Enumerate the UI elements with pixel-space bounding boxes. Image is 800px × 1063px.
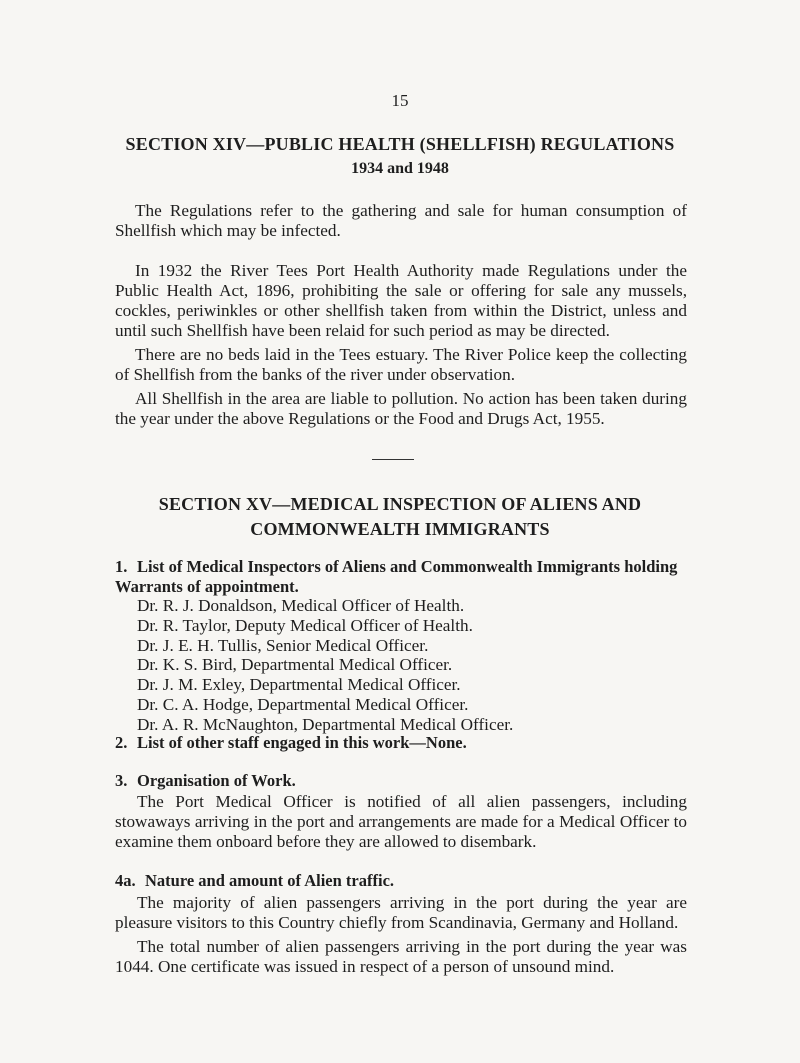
section-xv-title-line2: COMMONWEALTH IMMIGRANTS	[250, 519, 550, 539]
section-xiv-paragraph-2: In 1932 the River Tees Port Health Authority made Regulations under the Public Health Act, 1896, prohibiting the sale or offering for sale any mussels, cockles, periwinkles or other shellfish taken from within the District, unless and until such Shellfish have been relaid for such period as may be directed.	[115, 261, 687, 340]
item-2-number: 2.	[115, 733, 128, 752]
inspector-list	[137, 596, 513, 735]
list-item: Dr. A. R. McNaughton, Departmental Medical Officer.	[137, 714, 514, 734]
item-3-heading-text: Organisation of Work.	[137, 771, 296, 790]
section-xv-title-line1: SECTION XV—MEDICAL INSPECTION OF ALIENS AND	[158, 494, 642, 514]
item-1-number: 1.	[115, 557, 128, 576]
page-number: 15	[391, 91, 409, 110]
item-2-heading	[115, 733, 687, 753]
list-item: Dr. R. J. Donaldson, Medical Officer of Health.	[137, 596, 465, 615]
list-item: Dr. J. E. H. Tullis, Senior Medical Officer.	[137, 635, 429, 655]
item-4a-number: 4a.	[115, 871, 136, 890]
section-xiv-paragraph-4: All Shellfish in the area are liable to pollution. No action has been taken during the year under the above Regulations or the Food and Drugs Act, 1955.	[115, 389, 687, 428]
item-1-heading-text: List of Medical Inspectors of Aliens and Commonwealth Immigrants holding Warrants of appointment.	[115, 557, 678, 596]
list-item: Dr. J. M. Exley, Departmental Medical Officer.	[137, 675, 461, 695]
list-item: Dr. C. A. Hodge, Departmental Medical Officer.	[137, 694, 469, 714]
item-4a-text-1: The majority of alien passengers arriving in the port during the year are pleasure visitors to this Country chiefly from Scandinavia, Germany and Holland.	[115, 893, 687, 932]
section-xiv-paragraph-3: There are no beds laid in the Tees estuary. The River Police keep the collecting of Shellfish from the banks of the river under observation.	[115, 345, 687, 384]
section-xiv-subtitle: 1934 and 1948	[351, 160, 449, 177]
item-4a-text-2: The total number of alien passengers arriving in the port during the year was 1044. One certificate was issued in respect of a person of unsound mind.	[115, 937, 687, 976]
section-xiv-title: SECTION XIV—PUBLIC HEALTH (SHELLFISH) REGULATIONS	[125, 134, 675, 154]
list-item: Dr. R. Taylor, Deputy Medical Officer of Health.	[137, 615, 473, 635]
item-1-heading	[115, 557, 687, 597]
item-3-heading	[115, 771, 687, 791]
section-xiv-paragraph-1: The Regulations refer to the gathering and sale for human consumption of Shellfish which may be infected.	[115, 201, 687, 240]
item-3-text: The Port Medical Officer is notified of all alien passengers, including stowaways arriving in the port and arrangements are made for a Medical Officer to examine them onboard before they are allowed to disembark.	[115, 792, 687, 851]
item-3-number: 3.	[115, 771, 128, 790]
item-2-heading-text: List of other staff engaged in this work—None.	[137, 733, 467, 752]
item-4a-heading-text: Nature and amount of Alien traffic.	[145, 871, 395, 890]
section-divider	[372, 459, 414, 460]
item-4a-heading	[115, 871, 687, 891]
list-item: Dr. K. S. Bird, Departmental Medical Officer.	[137, 655, 453, 675]
